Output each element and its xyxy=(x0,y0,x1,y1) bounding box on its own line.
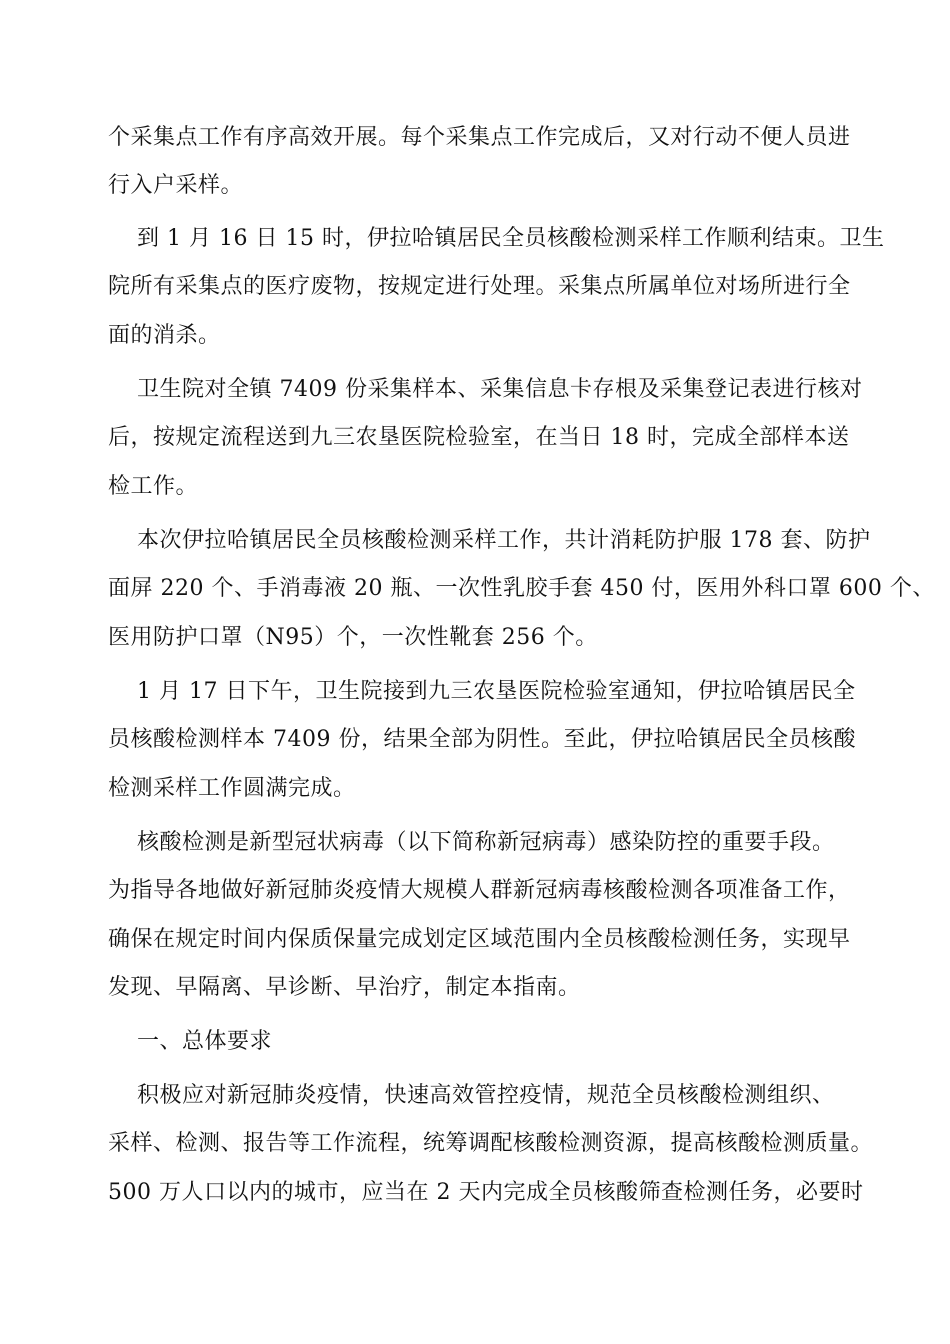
text-line: 为指导各地做好新冠肺炎疫情大规模人群新冠病毒核酸检测各项准备工作， xyxy=(108,878,851,903)
text-line: 行入户采样。 xyxy=(108,173,244,198)
text-line: 面的消杀。 xyxy=(108,323,221,348)
text-line: 院所有采集点的医疗废物，按规定进行处理。采集点所属单位对场所进行全 xyxy=(108,274,851,299)
text-line: 1 月 17 日下午，卫生院接到九三农垦医院检验室通知，伊拉哈镇居民全 xyxy=(137,679,856,704)
text-line: 发现、早隔离、早诊断、早治疗，制定本指南。 xyxy=(108,975,581,1000)
text-line: 500 万人口以内的城市，应当在 2 天内完成全员核酸筛查检测任务，必要时 xyxy=(108,1180,864,1205)
text-line: 卫生院对全镇 7409 份采集样本、采集信息卡存根及采集登记表进行核对 xyxy=(137,377,863,402)
text-line: 检工作。 xyxy=(108,474,199,499)
text-line: 检测采样工作圆满完成。 xyxy=(108,776,356,801)
text-line: 面屏 220 个、手消毒液 20 瓶、一次性乳胶手套 450 付，医用外科口罩 600 个、 xyxy=(108,576,935,601)
text-line: 采样、检测、报告等工作流程，统筹调配核酸检测资源，提高核酸检测质量。 xyxy=(108,1131,874,1156)
text-line: 核酸检测是新型冠状病毒（以下简称新冠病毒）感染防控的重要手段。 xyxy=(137,830,835,855)
section-heading: 一、总体要求 xyxy=(137,1029,273,1054)
text-line: 积极应对新冠肺炎疫情，快速高效管控疫情，规范全员核酸检测组织、 xyxy=(137,1083,835,1108)
text-line: 本次伊拉哈镇居民全员核酸检测采样工作，共计消耗防护服 178 套、防护 xyxy=(137,528,871,553)
text-line: 员核酸检测样本 7409 份，结果全部为阴性。至此，伊拉哈镇居民全员核酸 xyxy=(108,727,856,752)
text-line: 到 1 月 16 日 15 时，伊拉哈镇居民全员核酸检测采样工作顺利结束。卫生 xyxy=(137,226,885,251)
text-line: 后，按规定流程送到九三农垦医院检验室，在当日 18 时，完成全部样本送 xyxy=(108,425,850,450)
text-line: 个采集点工作有序高效开展。每个采集点工作完成后，又对行动不便人员进 xyxy=(108,125,851,150)
text-line: 医用防护口罩（N95）个，一次性靴套 256 个。 xyxy=(108,625,598,650)
text-line: 确保在规定时间内保质保量完成划定区域范围内全员核酸检测任务，实现早 xyxy=(108,927,851,952)
